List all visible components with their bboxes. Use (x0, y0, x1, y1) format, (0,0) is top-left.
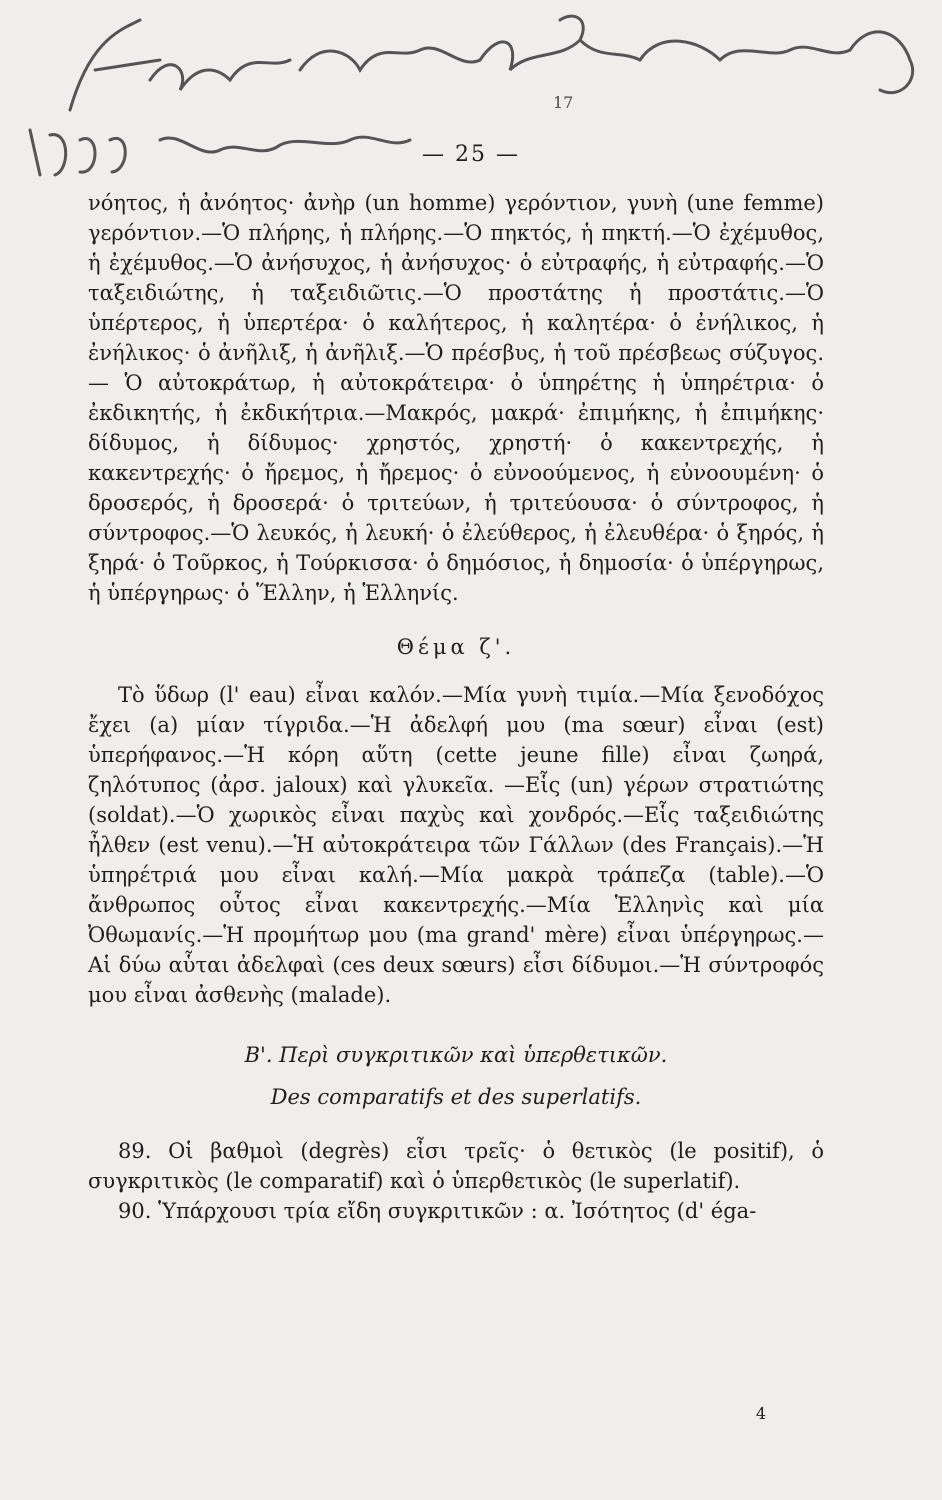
paragraph-text: Ὑπάρχουσι τρία εἴδη συγκριτικῶν : α. Ἰσότητος (d' éga- (158, 1199, 757, 1223)
signature-mark: 4 (755, 1404, 766, 1423)
exercise-text: Τὸ ὕδωρ (l' eau) εἶναι καλόν.—Μία γυνὴ τιμία.—Μία ξενοδόχος ἔχει (a) μίαν τίγριδα.—Ἡ ἀδελφή μου (ma sœur) εἶναι (est) ὑπερήφανος.—Ἡ κόρη αὕτη (cette jeune fille) εἶναι ζωηρά, ζηλότυπος (ἀρσ. jaloux) καὶ γλυκεῖα. —Εἷς (un) γέρων στρατιώτης (soldat).—Ὁ χωρικὸς εἶναι παχὺς καὶ χονδρός.—Εἷς ταξειδιώτης ἦλθεν (est venu).—Ἡ αὐτοκράτειρα τῶν Γάλλων (des Français).—Ἡ ὑπηρέτριά μου εἶναι καλή.—Μία μακρὰ τράπεζα (table).—Ὁ ἄνθρωπος οὗτος εἶναι κακεντρεχής.—Μία Ἑλληνὶς καὶ μία Ὀθωμανίς.—Ἡ προμήτωρ μου (ma grand' mère) εἶναι ὑπέργηρως.—Αἱ δύω αὗται ἀδελφαὶ (ces deux sœurs) εἶσι δίδυμοι.—Ἡ σύντροφός μου εἶναι ἀσθενὴς (malade). (88, 683, 824, 1007)
exercise-heading: Θέμα ζ'. (396, 635, 516, 659)
paragraph-number: 89. (118, 1139, 152, 1163)
page-content (88, 188, 824, 1226)
section-title-french: Des comparatifs et des superlatifs. (270, 1085, 642, 1109)
numbered-paragraph (88, 1196, 824, 1226)
paragraph-number: 90. (118, 1199, 152, 1223)
paragraph-feminine-forms: νόητος, ἡ ἀνόητος· ἀνὴρ (un homme) γερόντιον, γυνὴ (une femme) γερόντιον.—Ὁ πλήρης, ἡ πλήρης.—Ὁ πηκτός, ἡ πηκτή.—Ὁ ἐχέμυθος, ἡ ἐχέμυθος.—Ὁ ἀνήσυχος, ἡ ἀνήσυχος· ὁ εὐτραφής, ἡ εὐτραφής.—Ὁ ταξειδιώτης, ἡ ταξειδιῶτις.—Ὁ προστάτης ἡ προστάτις.—Ὁ ὑπέρτερος, ἡ ὑπερτέρα· ὁ καλήτερος, ἡ καλητέρα· ὁ ἐνήλικος, ἡ ἐνήλικος· ὁ ἀνῆλιξ, ἡ ἀνῆλιξ.—Ὁ πρέσβυς, ἡ τοῦ πρέσβεως σύζυγος.— Ὁ αὐτοκράτωρ, ἡ αὐτοκράτειρα· ὁ ὑπηρέτης ἡ ὑπηρέτρια· ὁ ἐκδικητής, ἡ ἐκδικήτρια.—Μακρός, μακρά· ἐπιμήκης, ἡ ἐπιμήκης· δίδυμος, ἡ δίδυμος· χρηστός, χρηστή· ὁ κακεντρεχής, ἡ κακεντρεχής· ὁ ἤρεμος, ἡ ἤρεμος· ὁ εὐνοούμενος, ἡ εὐνοουμένη· ὁ δροσερός, ἡ δροσερά· ὁ τριτεύων, ἡ τριτεύουσα· ὁ σύντροφος, ἡ σύντροφος.—Ὁ λευκός, ἡ λευκή· ὁ ἐλεύθερος, ἡ ἐλευθέρα· ὁ ξηρός, ἡ ξηρά· ὁ Τοῦρκος, ἡ Τούρκισσα· ὁ δημόσιος, ἡ δημοσία· ὁ ὑπέργηρως, ἡ ὑπέργηρως· ὁ Ἕλλην, ἡ Ἑλληνίς. (88, 191, 824, 605)
paragraph-text: Οἱ βαθμοὶ (degrès) εἶσι τρεῖς· ὁ θετικὸς (le positif), ὁ συγκριτικὸς (le comparatif) καὶ ὁ ὑπερθετικὸς (le superlatif). (88, 1139, 824, 1193)
numbered-paragraph (88, 1136, 824, 1196)
section-title-greek: Β'. Περὶ συγκριτικῶν καὶ ὑπερθετικῶν. (244, 1043, 668, 1067)
page-number: — 25 — (422, 142, 520, 167)
annotation-mark: 17 (553, 93, 574, 112)
